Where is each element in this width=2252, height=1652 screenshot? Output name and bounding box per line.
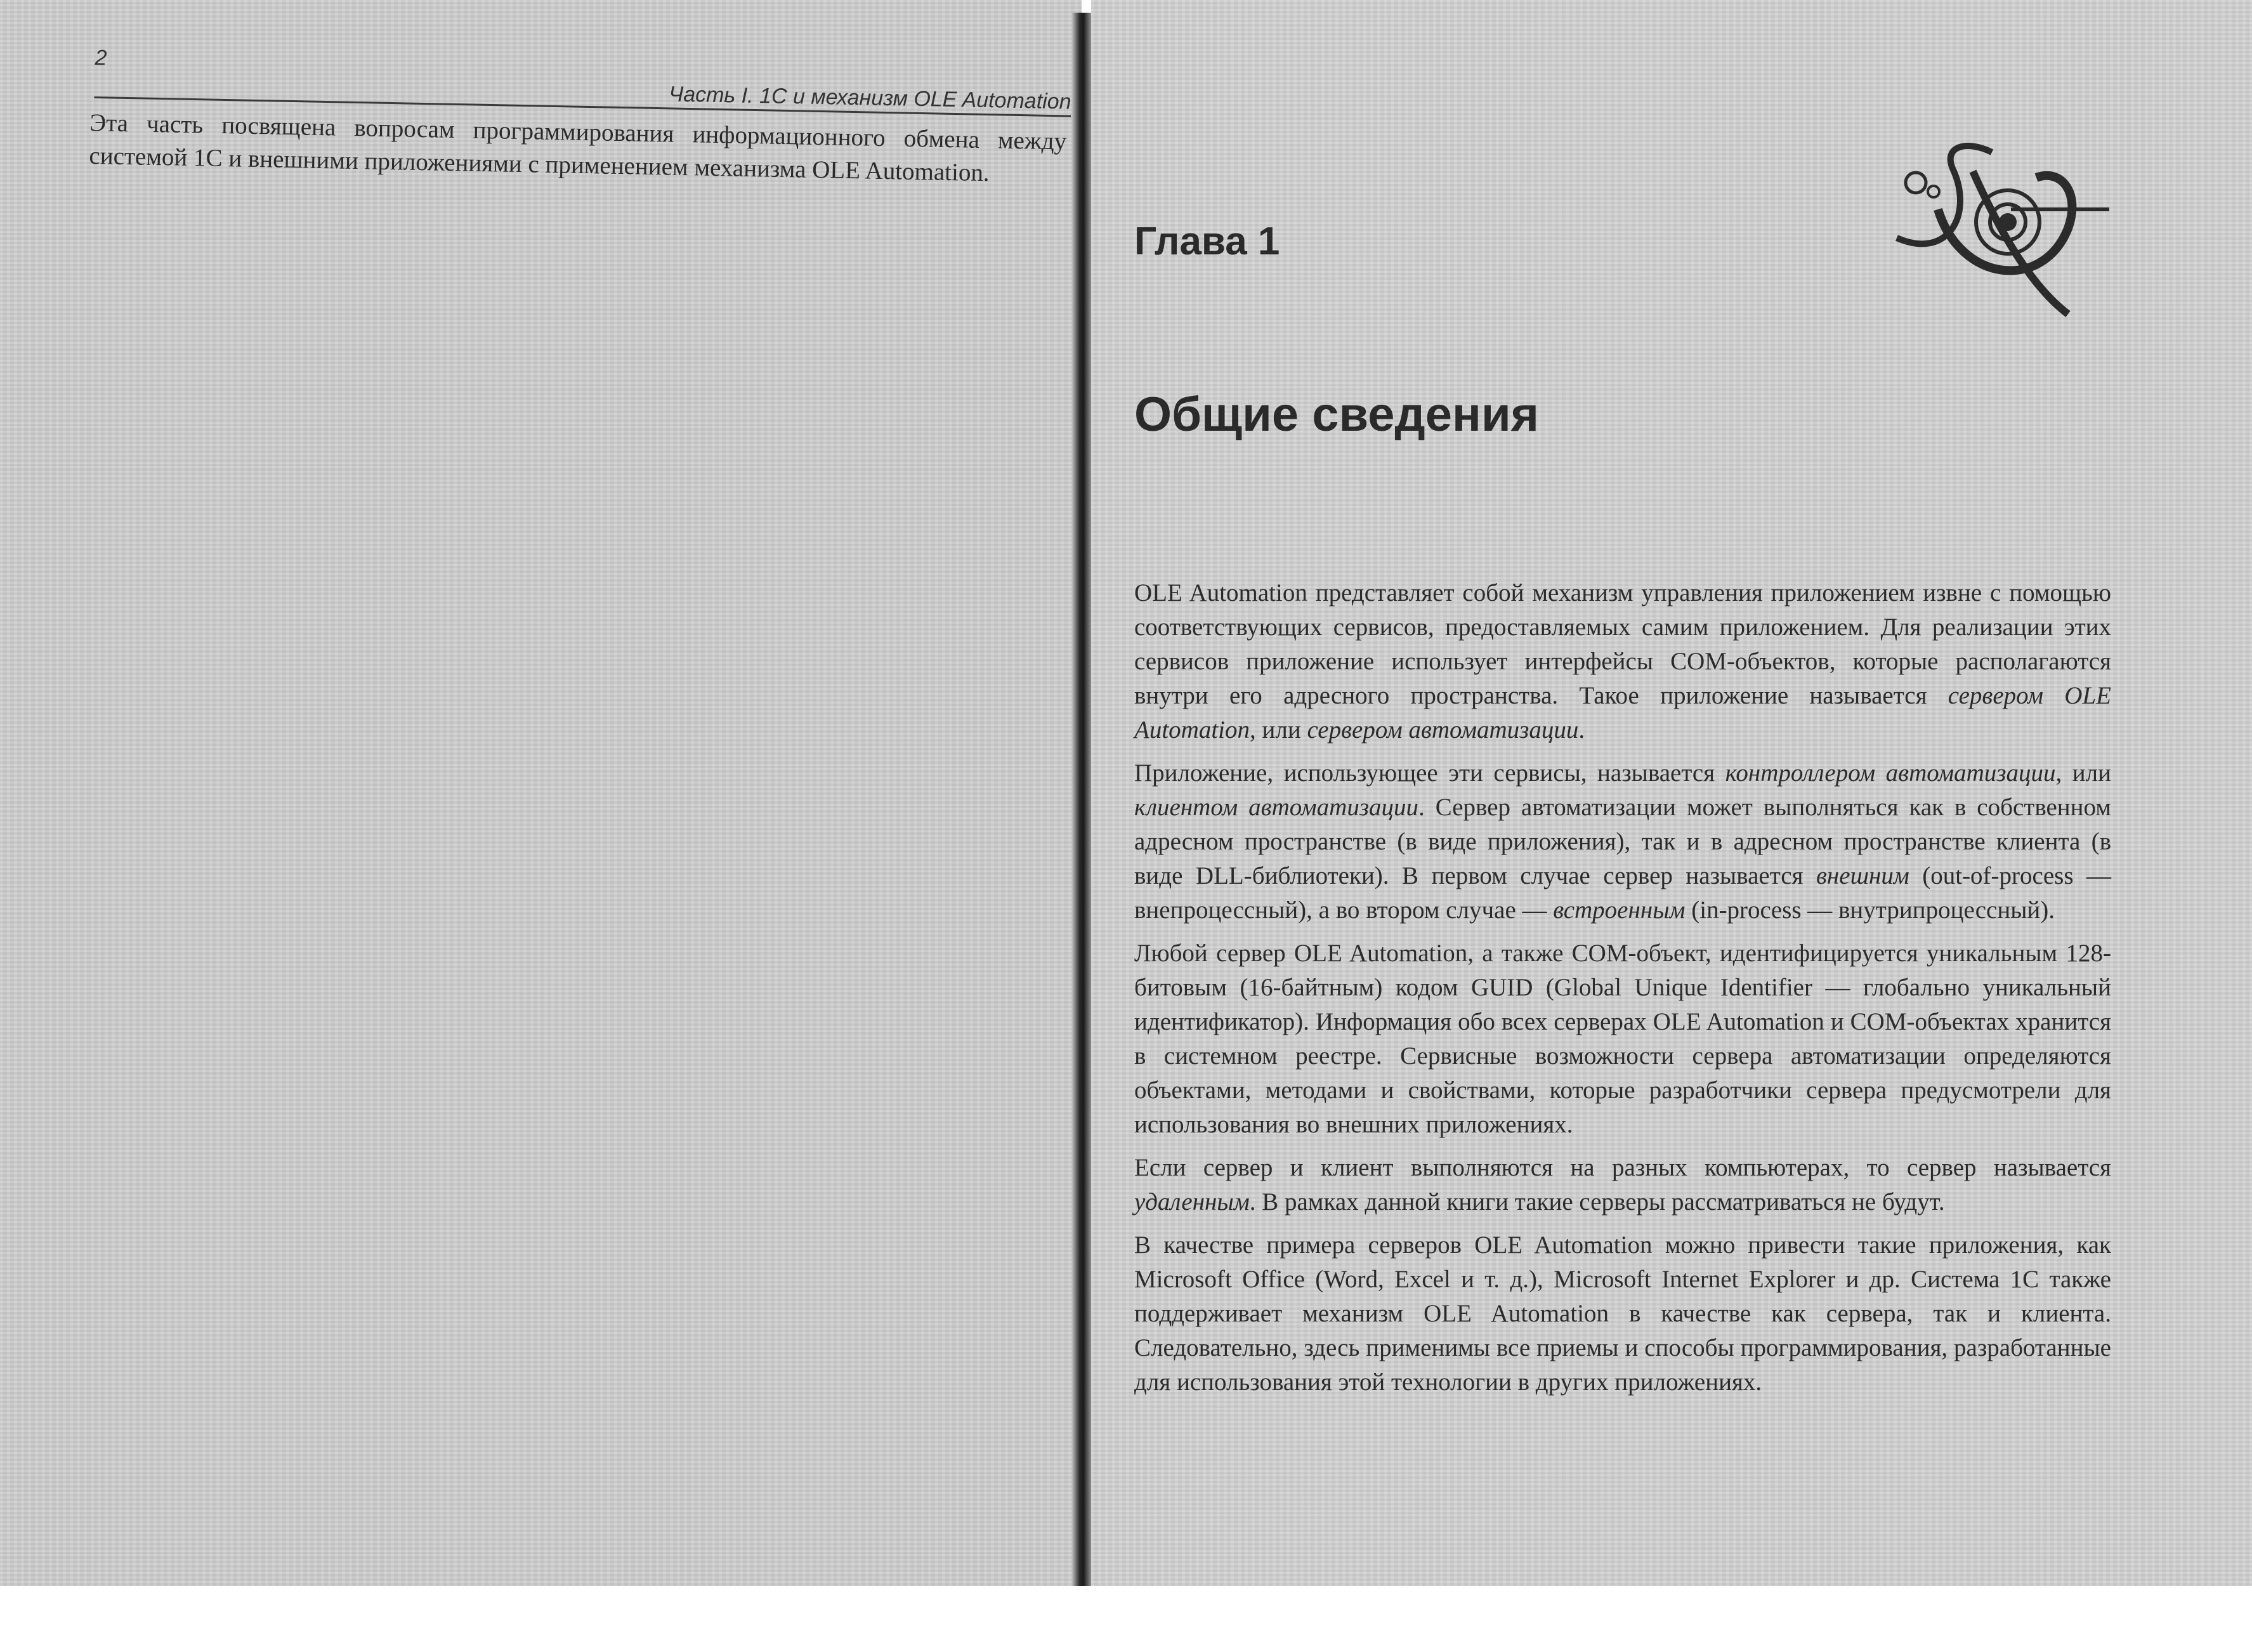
paragraph-2-text-4: (out-of-process — внепроцессный), а во втором случае —: [1134, 862, 2111, 924]
paragraph-1-term-1: сервером OLE Automation: [1134, 682, 2111, 744]
paragraph-5: В качестве примера серверов OLE Automation можно привести такие приложения, как Microsoft Office (Word, Excel и т. д.), Microsoft Internet Explorer и др. Система 1С также поддерживает механизм OLE Automation в качестве как сервера, так и клиента. Следовательно, здесь применимы все приемы и способы программирования, разработанные для использования этой технологии в других приложениях.: [1134, 1231, 2111, 1396]
paragraph-2: [1134, 756, 2111, 928]
part-intro-text: Эта часть посвящена вопросам программирования информационного обмена между системой 1С и внешними приложениями с применением механизма OLE Automation.: [89, 108, 1067, 187]
paragraph-4-term: удаленным: [1134, 1188, 1250, 1216]
book-spine: [1072, 13, 1091, 1640]
paragraph-1-text: OLE Automation представляет собой механизм управления приложением извне с помощью соответствующих сервисов, предоставляемых самим приложением. Для реализации этих сервисов приложение использует интерфейсы COM-объектов, которые располагаются внутри его адресного пространства. Такое приложение называется: [1134, 579, 2111, 709]
running-header: [94, 46, 1071, 117]
paragraph-4-end: . В рамках данной книги такие серверы рассматриваться не будут.: [1249, 1188, 1945, 1216]
paragraph-3: Любой сервер OLE Automation, а также COM-объект, идентифицируется уникальным 128-битовым (16-байтным) кодом GUID (Global Unique Identifier — глобально уникальный идентификатор). Информация обо всех серверах OLE Automation и COM-объектах хранится в системном реестре. Сервисные возможности сервера автоматизации определяются объектами, методами и свойствами, которые разработчики сервера предусмотрели для использования во внешних приложениях.: [1134, 940, 2111, 1138]
chapter-body: [1134, 576, 2111, 1408]
scan-bottom-margin: [0, 1586, 2252, 1652]
page-number: 2: [95, 46, 107, 70]
orbit-rings-logo-icon: [1878, 133, 2112, 324]
paragraph-2-term-2: клиентом автоматизации: [1134, 794, 1419, 821]
paragraph-4-text: Если сервер и клиент выполняются на разных компьютерах, то сервер называется: [1134, 1154, 2111, 1181]
paragraph-4: [1134, 1151, 2111, 1219]
paragraph-2-text: Приложение, использующее эти сервисы, называется: [1134, 759, 1725, 787]
paragraph-2-end: (in-process — внутрипроцессный).: [1685, 896, 2055, 924]
paragraph-1: [1134, 576, 2111, 747]
chapter-title: Общие сведения: [1134, 388, 1540, 442]
paragraph-1-end: .: [1578, 716, 1585, 744]
chapter-label: Глава 1: [1134, 220, 1280, 263]
paragraph-2-term-4: встроенным: [1553, 896, 1686, 924]
paragraph-2-text-2: , или: [2055, 759, 2111, 787]
running-title: Часть I. 1С и механизм OLE Automation: [669, 82, 1071, 114]
left-page: [0, 0, 1082, 1627]
paragraph-2-term-1: контроллером автоматизации: [1725, 759, 2056, 787]
paragraph-1-term-2: сервером автоматизации: [1307, 716, 1579, 744]
paragraph-1-text-2: , или: [1250, 716, 1307, 744]
paragraph-2-term-3: внешним: [1816, 862, 1909, 889]
paragraph-2-text-3: . Сервер автоматизации может выполняться как в собственном адресном пространстве (в виде приложения), так и в адресном пространстве клиента (в виде DLL-библиотеки). В первом случае сервер называется: [1134, 794, 2111, 889]
